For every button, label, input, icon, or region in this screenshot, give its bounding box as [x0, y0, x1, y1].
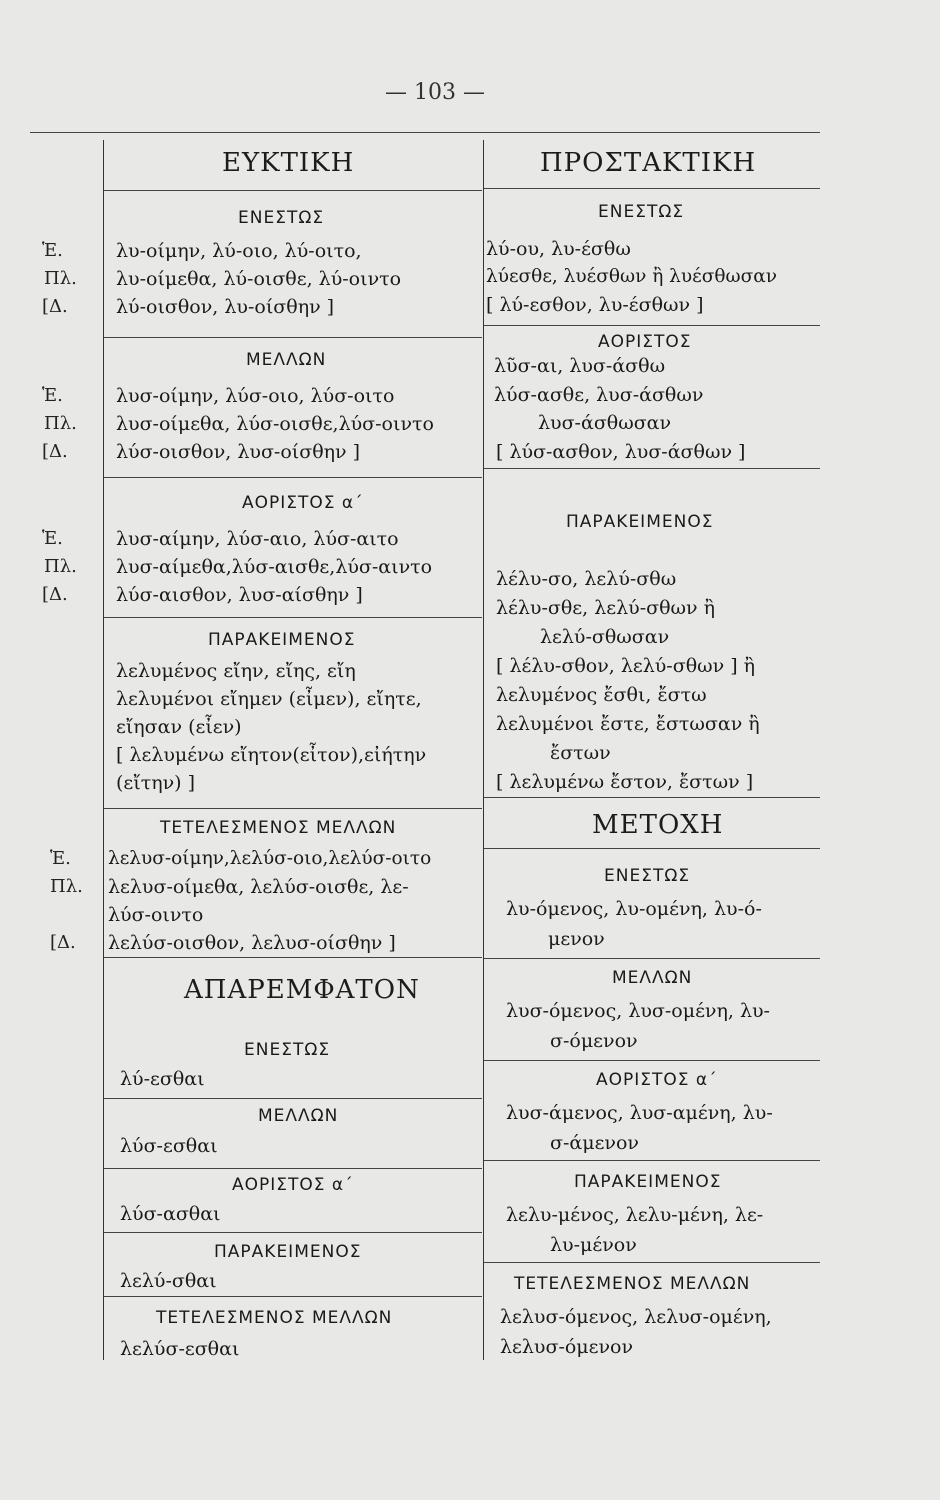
page-number: — 103 —	[385, 80, 485, 105]
imperative-aorist-heading: ΑΟΡΙΣΤΟΣ	[598, 332, 692, 352]
column-divider-left	[103, 140, 104, 1360]
rule	[104, 337, 482, 338]
rule	[484, 1160, 820, 1161]
conjugation-line: λέλυ-σθε, λελύ-σθων ἢ	[496, 597, 716, 619]
participle-title: ΜΕΤΟΧΗ	[592, 810, 724, 840]
participle-aorist-heading: ΑΟΡΙΣΤΟΣ α΄	[596, 1070, 718, 1090]
participle-line: λυ-όμενος, λυ-ομένη, λυ-ό-	[506, 898, 762, 920]
rule	[104, 1296, 482, 1297]
margin-singular: Ἑ.	[42, 240, 63, 261]
rule	[104, 477, 482, 478]
participle-line: λυ-μένον	[550, 1234, 637, 1256]
column-divider-center	[483, 140, 484, 1360]
margin-plural: Πλ.	[44, 556, 77, 577]
conjugation-line: [ λελυμένω ἔστον, ἔστων ]	[496, 771, 754, 793]
participle-line: λελυ-μένος, λελυ-μένη, λε-	[506, 1204, 764, 1226]
rule	[104, 957, 482, 958]
infinitive-form: λύ-εσθαι	[120, 1068, 205, 1090]
conjugation-line: λελυμένοι ἔστε, ἔστωσαν ἢ	[496, 713, 760, 735]
margin-dual: [Δ.	[42, 441, 68, 462]
rule	[484, 958, 820, 959]
conjugation-line: λύσ-ασθε, λυσ-άσθων	[494, 384, 704, 406]
optative-aorist-heading: ΑΟΡΙΣΤΟΣ α΄	[242, 493, 364, 513]
rule	[484, 188, 820, 189]
rule	[484, 468, 820, 469]
conjugation-line: [ λέλυ-σθον, λελύ-σθων ] ἢ	[496, 655, 756, 677]
conjugation-line: λελύ-σθωσαν	[540, 626, 670, 648]
margin-plural: Πλ.	[44, 268, 77, 289]
margin-singular: Ἑ.	[42, 385, 63, 406]
infinitive-perfect-heading: ΠΑΡΑΚΕΙΜΕΝΟΣ	[214, 1242, 362, 1262]
margin-plural: Πλ.	[50, 876, 83, 897]
rule	[104, 1098, 482, 1099]
conjugation-line: [ λύσ-ασθον, λυσ-άσθων ]	[496, 441, 746, 463]
participle-line: λυσ-άμενος, λυσ-αμένη, λυ-	[506, 1102, 773, 1124]
participle-line: λυσ-όμενος, λυσ-ομένη, λυ-	[506, 1000, 770, 1022]
rule	[484, 1262, 820, 1263]
conjugation-line: ἔστων	[550, 742, 611, 764]
optative-perfect-heading: ΠΑΡΑΚΕΙΜΕΝΟΣ	[208, 630, 356, 650]
conjugation-line: λύεσθε, λυέσθων ἢ λυέσθωσαν	[486, 266, 777, 287]
infinitive-form: λύσ-εσθαι	[120, 1135, 218, 1157]
conjugation-line: λελυσ-οίμεθα, λελύσ-οισθε, λε-	[108, 876, 409, 898]
conjugation-line: λυ-οίμεθα, λύ-οισθε, λύ-οιντο	[116, 268, 402, 290]
rule	[484, 1060, 820, 1061]
top-rule	[30, 132, 820, 133]
conjugation-line: λελυμένος εἴην, εἴης, εἴη	[116, 660, 356, 682]
participle-future-heading: ΜΕΛΛΩΝ	[612, 968, 693, 988]
conjugation-line: λελύσ-οισθον, λελυσ-οίσθην ]	[108, 932, 396, 954]
optative-future-perfect-heading: ΤΕΤΕΛΕΣΜΕΝΟΣ ΜΕΛΛΩΝ	[160, 818, 397, 838]
rule	[484, 797, 820, 798]
margin-dual: [Δ.	[42, 584, 68, 605]
conjugation-line: λυσ-αίμεθα,λύσ-αισθε,λύσ-αιντο	[116, 556, 433, 578]
conjugation-line: [ λελυμένω εἴητον(εἶτον),εἰήτην	[116, 744, 427, 766]
participle-future-perfect-heading: ΤΕΤΕΛΕΣΜΕΝΟΣ ΜΕΛΛΩΝ	[514, 1274, 751, 1294]
infinitive-form: λύσ-ασθαι	[120, 1203, 221, 1225]
optative-present-heading: ΕΝΕΣΤΩΣ	[238, 208, 325, 228]
participle-line: μενον	[548, 928, 605, 950]
margin-singular: Ἑ.	[42, 528, 63, 549]
conjugation-line: λέλυ-σο, λελύ-σθω	[496, 568, 677, 590]
margin-dual: [Δ.	[50, 932, 76, 953]
margin-plural: Πλ.	[44, 413, 77, 434]
conjugation-line: λυσ-αίμην, λύσ-αιο, λύσ-αιτο	[116, 528, 399, 550]
imperative-perfect-heading: ΠΑΡΑΚΕΙΜΕΝΟΣ	[566, 512, 714, 532]
conjugation-line: λελυμένος ἔσθι, ἔστω	[496, 684, 707, 706]
conjugation-line: λυ-οίμην, λύ-οιο, λύ-οιτο,	[116, 240, 362, 262]
infinitive-title: ΑΠΑΡΕΜΦΑΤΟΝ	[184, 975, 420, 1005]
rule	[484, 848, 820, 849]
conjugation-line: λύσ-οισθον, λυσ-οίσθην ]	[116, 441, 361, 463]
participle-line: σ-άμενον	[550, 1132, 639, 1154]
imperative-present-heading: ΕΝΕΣΤΩΣ	[598, 202, 685, 222]
infinitive-form: λελύ-σθαι	[120, 1270, 217, 1292]
conjugation-line: λύ-οισθον, λυ-οίσθην ]	[116, 296, 335, 318]
conjugation-line: λυσ-οίμην, λύσ-οιο, λύσ-οιτο	[116, 385, 395, 407]
rule	[484, 325, 820, 326]
participle-line: λελυσ-όμενος, λελυσ-ομένη,	[500, 1306, 772, 1328]
imperative-title: ΠΡΟΣΤΑΚΤΙΚΗ	[540, 148, 757, 178]
rule	[104, 808, 482, 809]
conjugation-line: λυσ-άσθωσαν	[538, 412, 672, 434]
optative-future-heading: ΜΕΛΛΩΝ	[246, 350, 327, 370]
infinitive-present-heading: ΕΝΕΣΤΩΣ	[244, 1040, 331, 1060]
participle-perfect-heading: ΠΑΡΑΚΕΙΜΕΝΟΣ	[574, 1172, 722, 1192]
rule	[104, 1168, 482, 1169]
rule	[104, 190, 482, 191]
optative-title: ΕΥΚΤΙΚΗ	[222, 148, 355, 178]
infinitive-form: λελύσ-εσθαι	[120, 1338, 240, 1360]
conjugation-line: [ λύ-εσθον, λυ-έσθων ]	[486, 294, 704, 316]
margin-dual: [Δ.	[42, 296, 68, 317]
conjugation-line: λελυσ-οίμην,λελύσ-οιο,λελύσ-οιτο	[108, 848, 432, 869]
infinitive-future-perfect-heading: ΤΕΤΕΛΕΣΜΕΝΟΣ ΜΕΛΛΩΝ	[156, 1308, 393, 1328]
rule	[104, 1232, 482, 1233]
participle-line: λελυσ-όμενον	[500, 1336, 634, 1358]
participle-present-heading: ΕΝΕΣΤΩΣ	[604, 866, 691, 886]
rule	[104, 617, 482, 618]
conjugation-line: λυσ-οίμεθα, λύσ-οισθε,λύσ-οιντο	[116, 413, 434, 435]
conjugation-line: λύσ-αισθον, λυσ-αίσθην ]	[116, 584, 363, 606]
margin-singular: Ἑ.	[50, 848, 71, 869]
conjugation-line: (εἴτην) ]	[116, 772, 196, 794]
conjugation-line: λελυμένοι εἴημεν (εἶμεν), εἴητε,	[116, 688, 422, 710]
participle-line: σ-όμενον	[550, 1030, 638, 1052]
infinitive-future-heading: ΜΕΛΛΩΝ	[258, 1106, 339, 1126]
infinitive-aorist-heading: ΑΟΡΙΣΤΟΣ α΄	[232, 1175, 354, 1195]
conjugation-line: λῦσ-αι, λυσ-άσθω	[494, 355, 666, 377]
conjugation-line: λύσ-οιντο	[108, 904, 204, 926]
conjugation-line: εἴησαν (εἶεν)	[116, 716, 242, 738]
conjugation-line: λύ-ου, λυ-έσθω	[486, 238, 631, 260]
